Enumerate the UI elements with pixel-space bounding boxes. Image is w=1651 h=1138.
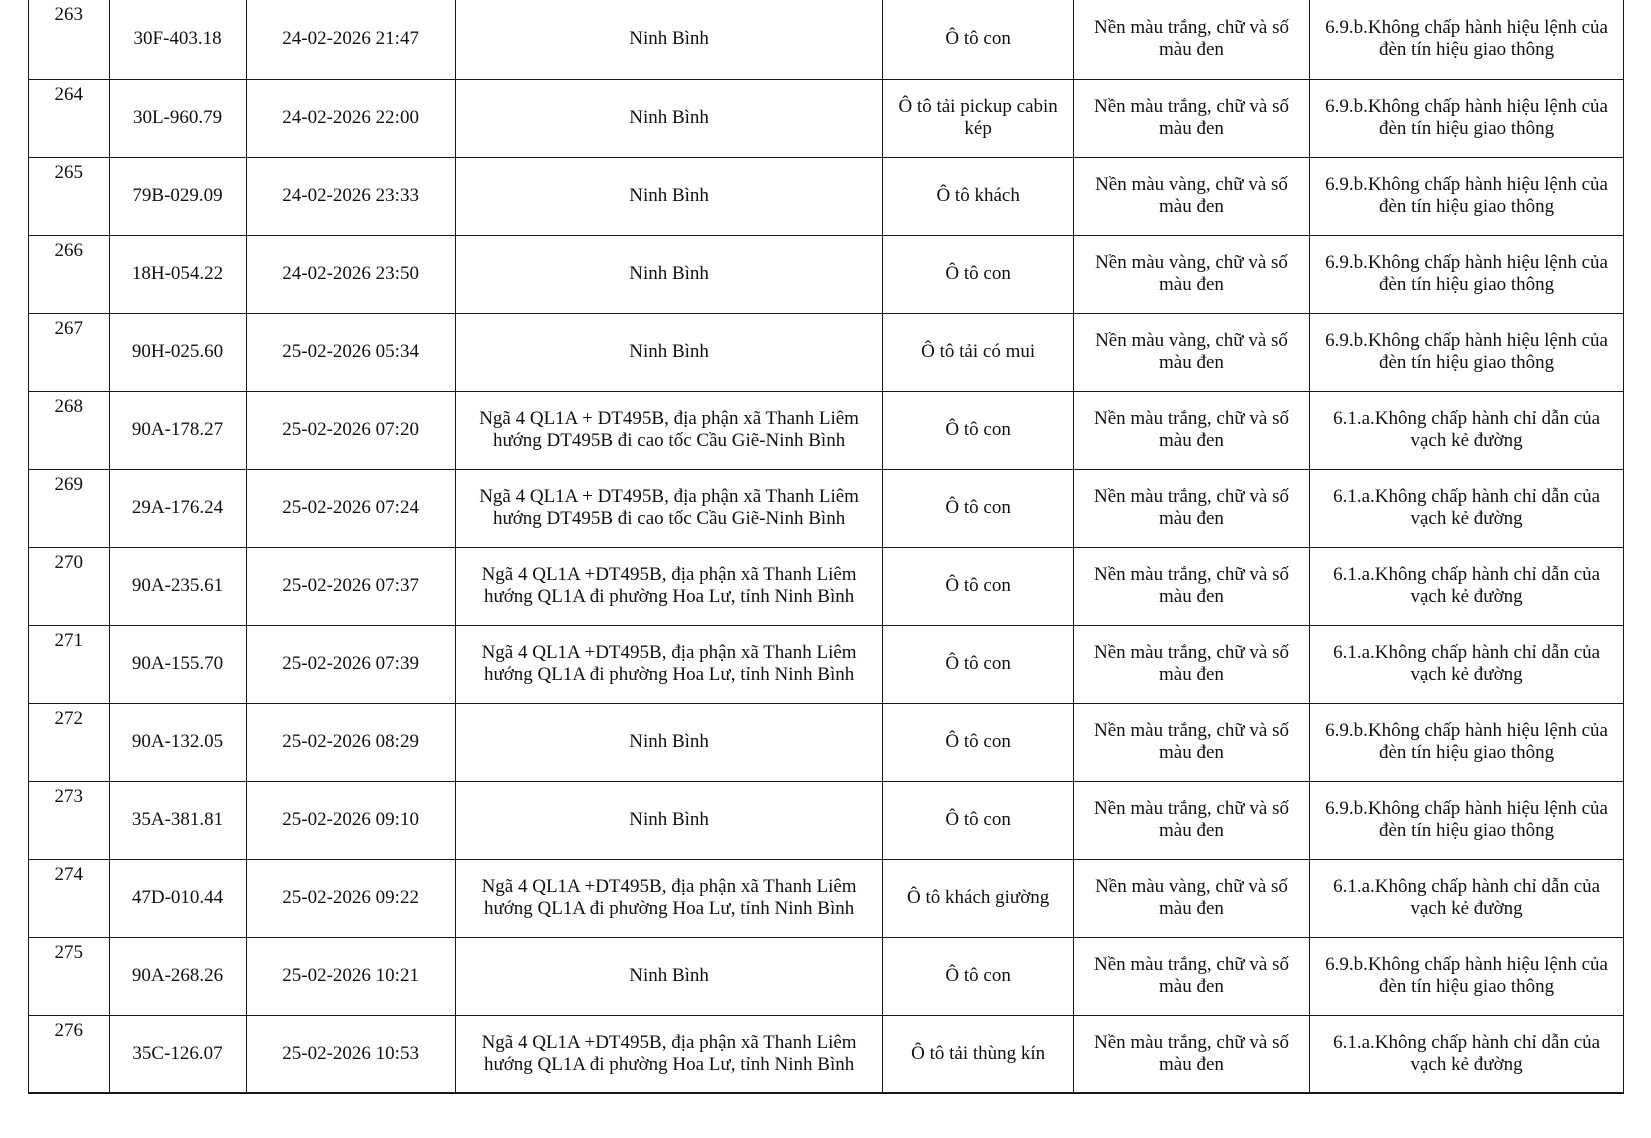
license-plate-cell — [109, 157, 246, 235]
violation-time-cell — [246, 235, 455, 313]
violation-time-cell — [246, 703, 455, 781]
violation-time-cell — [246, 0, 455, 79]
plate-color-cell — [1073, 859, 1309, 937]
license-plate-cell — [109, 469, 246, 547]
plate-color: Nền màu trắng, chữ và số màu đen — [1094, 564, 1289, 607]
row-number: 267 — [54, 317, 84, 339]
license-plate-cell — [109, 313, 246, 391]
plate-color-cell — [1073, 781, 1309, 859]
violation-time: 25-02-2026 09:10 — [282, 809, 419, 830]
table-row — [29, 79, 1624, 157]
plate-color: Nền màu trắng, chữ và số màu đen — [1094, 96, 1289, 139]
row-number-cell — [29, 235, 110, 313]
license-plate: 30F-403.18 — [133, 28, 222, 50]
violation-description-cell — [1310, 547, 1624, 625]
row-number: 269 — [54, 473, 84, 495]
violation-location-cell — [455, 703, 883, 781]
row-number: 270 — [54, 551, 84, 573]
violation-time: 25-02-2026 08:29 — [282, 731, 419, 752]
violation-location: Ngã 4 QL1A +DT495B, địa phận xã Thanh Liêm hướng QL1A đi phường Hoa Lư, tỉnh Ninh Bình — [481, 876, 857, 919]
table-row — [29, 235, 1624, 313]
violation-location: Ngã 4 QL1A +DT495B, địa phận xã Thanh Liêm hướng QL1A đi phường Hoa Lư, tỉnh Ninh Bình — [481, 564, 857, 607]
vehicle-type: Ô tô con — [945, 419, 1011, 440]
license-plate: 90A-155.70 — [131, 653, 224, 674]
violation-location-cell — [455, 313, 883, 391]
violation-location: Ninh Bình — [629, 731, 709, 752]
plate-color: Nền màu vàng, chữ và số màu đen — [1095, 174, 1288, 217]
vehicle-type: Ô tô con — [945, 731, 1011, 752]
vehicle-type: Ô tô con — [945, 965, 1011, 986]
violation-time: 25-02-2026 09:22 — [282, 887, 419, 908]
violation-description: 6.9.b.Không chấp hành hiệu lệnh của đèn tín hiệu giao thông — [1325, 174, 1608, 217]
table-row — [29, 625, 1624, 703]
violation-description-cell — [1310, 625, 1624, 703]
violation-time-cell — [246, 157, 455, 235]
vehicle-type: Ô tô con — [945, 575, 1011, 596]
violation-location: Ngã 4 QL1A + DT495B, địa phận xã Thanh Liêm hướng DT495B đi cao tốc Cầu Giẽ-Ninh Bình — [479, 408, 859, 451]
violation-time: 25-02-2026 07:24 — [282, 497, 419, 518]
license-plate-cell — [109, 1015, 246, 1093]
row-number-cell — [29, 859, 110, 937]
license-plate: 90A-235.61 — [131, 575, 224, 596]
table-body — [29, 0, 1624, 1093]
license-plate: 90H-025.60 — [131, 341, 224, 362]
violation-location-cell — [455, 157, 883, 235]
violation-time: 24-02-2026 23:50 — [282, 263, 419, 284]
violation-description-cell — [1310, 703, 1624, 781]
plate-color-cell — [1073, 469, 1309, 547]
row-number-cell — [29, 703, 110, 781]
table-row — [29, 937, 1624, 1015]
vehicle-type-cell — [883, 547, 1073, 625]
vehicle-type-cell — [883, 1015, 1073, 1093]
violation-location-cell — [455, 547, 883, 625]
row-number-cell — [29, 0, 110, 79]
violation-time-cell — [246, 79, 455, 157]
violation-location: Ninh Bình — [629, 185, 709, 206]
table-row — [29, 703, 1624, 781]
plate-color-cell — [1073, 1015, 1309, 1093]
vehicle-type-cell — [883, 937, 1073, 1015]
violation-location-cell — [455, 235, 883, 313]
table-row — [29, 157, 1624, 235]
violation-time: 24-02-2026 23:33 — [282, 185, 419, 206]
violation-location-cell — [455, 781, 883, 859]
violation-description: 6.1.a.Không chấp hành chỉ dẫn của vạch kẻ đường — [1333, 876, 1601, 919]
violation-time: 24-02-2026 22:00 — [282, 107, 419, 128]
plate-color-cell — [1073, 391, 1309, 469]
violation-location-cell — [455, 937, 883, 1015]
plate-color-cell — [1073, 937, 1309, 1015]
row-number-cell — [29, 391, 110, 469]
violation-location: Ninh Bình — [629, 263, 709, 284]
vehicle-type-cell — [883, 391, 1073, 469]
violation-time-cell — [246, 937, 455, 1015]
vehicle-type: Ô tô tải có mui — [921, 341, 1036, 362]
vehicle-type-cell — [883, 0, 1073, 79]
violation-location: Ninh Bình — [629, 809, 709, 830]
license-plate: 29A-176.24 — [131, 497, 224, 518]
vehicle-type-cell — [883, 625, 1073, 703]
vehicle-type-cell — [883, 781, 1073, 859]
row-number-cell — [29, 79, 110, 157]
license-plate-cell — [109, 391, 246, 469]
vehicle-type-cell — [883, 469, 1073, 547]
license-plate-cell — [109, 781, 246, 859]
table-row — [29, 859, 1624, 937]
row-number-cell — [29, 781, 110, 859]
row-number-cell — [29, 937, 110, 1015]
plate-color: Nền màu vàng, chữ và số màu đen — [1095, 330, 1288, 373]
violation-description-cell — [1310, 781, 1624, 859]
vehicle-type: Ô tô con — [945, 28, 1011, 50]
vehicle-type-cell — [883, 859, 1073, 937]
vehicle-type: Ô tô con — [945, 809, 1011, 830]
plate-color-cell — [1073, 235, 1309, 313]
plate-color: Nền màu trắng, chữ và số màu đen — [1094, 408, 1289, 451]
violation-description: 6.9.b.Không chấp hành hiệu lệnh của đèn tín hiệu giao thông — [1325, 96, 1608, 139]
violation-description: 6.9.b.Không chấp hành hiệu lệnh của đèn tín hiệu giao thông — [1325, 330, 1608, 373]
table-row — [29, 1015, 1624, 1093]
row-number: 272 — [54, 707, 84, 729]
violation-description: 6.1.a.Không chấp hành chỉ dẫn của vạch kẻ đường — [1333, 486, 1601, 529]
license-plate: 35A-381.81 — [131, 809, 224, 830]
violation-description: 6.1.a.Không chấp hành chỉ dẫn của vạch kẻ đường — [1333, 408, 1601, 451]
violation-location: Ngã 4 QL1A +DT495B, địa phận xã Thanh Liêm hướng QL1A đi phường Hoa Lư, tỉnh Ninh Bình — [481, 642, 857, 685]
plate-color-cell — [1073, 547, 1309, 625]
plate-color-cell — [1073, 313, 1309, 391]
table-row — [29, 0, 1624, 79]
vehicle-type-cell — [883, 313, 1073, 391]
vehicle-type-cell — [883, 79, 1073, 157]
violation-description: 6.9.b.Không chấp hành hiệu lệnh của đèn tín hiệu giao thông — [1325, 798, 1608, 841]
plate-color: Nền màu vàng, chữ và số màu đen — [1095, 876, 1288, 919]
violation-description-cell — [1310, 391, 1624, 469]
row-number-cell — [29, 157, 110, 235]
table-row — [29, 547, 1624, 625]
vehicle-type: Ô tô con — [945, 497, 1011, 518]
plate-color: Nền màu trắng, chữ và số màu đen — [1094, 798, 1289, 841]
vehicle-type: Ô tô tải thùng kín — [911, 1042, 1046, 1064]
violation-time-cell — [246, 859, 455, 937]
violation-time: 25-02-2026 10:21 — [282, 965, 419, 986]
violation-description-cell — [1310, 157, 1624, 235]
violation-description: 6.9.b.Không chấp hành hiệu lệnh của đèn tín hiệu giao thông — [1325, 17, 1608, 61]
row-number-cell — [29, 547, 110, 625]
row-number-cell — [29, 469, 110, 547]
license-plate-cell — [109, 625, 246, 703]
plate-color: Nền màu trắng, chữ và số màu đen — [1094, 1031, 1289, 1075]
plate-color: Nền màu trắng, chữ và số màu đen — [1094, 954, 1289, 997]
license-plate: 90A-268.26 — [131, 965, 224, 986]
violation-time: 25-02-2026 07:20 — [282, 419, 419, 440]
vehicle-type-cell — [883, 157, 1073, 235]
violation-location-cell — [455, 625, 883, 703]
row-number: 266 — [54, 239, 84, 261]
license-plate-cell — [109, 0, 246, 79]
violation-location-cell — [455, 0, 883, 79]
violation-time: 25-02-2026 07:37 — [282, 575, 419, 596]
violation-description: 6.9.b.Không chấp hành hiệu lệnh của đèn tín hiệu giao thông — [1325, 954, 1608, 997]
violation-time-cell — [246, 391, 455, 469]
violation-time-cell — [246, 781, 455, 859]
violation-time-cell — [246, 1015, 455, 1093]
table-row — [29, 469, 1624, 547]
vehicle-type: Ô tô con — [945, 653, 1011, 674]
violation-location: Ngã 4 QL1A + DT495B, địa phận xã Thanh Liêm hướng DT495B đi cao tốc Cầu Giẽ-Ninh Bình — [479, 486, 859, 529]
document-page — [28, 0, 1624, 1094]
plate-color-cell — [1073, 0, 1309, 79]
row-number: 271 — [54, 629, 84, 651]
vehicle-type: Ô tô khách — [936, 185, 1020, 206]
row-number: 265 — [54, 161, 84, 183]
license-plate-cell — [109, 859, 246, 937]
row-number: 268 — [54, 395, 84, 417]
violations-table — [28, 0, 1624, 1094]
violation-time: 25-02-2026 10:53 — [282, 1042, 419, 1064]
violation-description: 6.1.a.Không chấp hành chỉ dẫn của vạch kẻ đường — [1333, 1031, 1601, 1075]
violation-location-cell — [455, 1015, 883, 1093]
row-number: 263 — [54, 4, 84, 25]
row-number: 274 — [54, 863, 84, 885]
table-row — [29, 781, 1624, 859]
vehicle-type: Ô tô khách giường — [907, 887, 1050, 908]
license-plate: 79B-029.09 — [132, 185, 223, 206]
license-plate: 90A-178.27 — [131, 419, 224, 440]
violation-location: Ngã 4 QL1A +DT495B, địa phận xã Thanh Liêm hướng QL1A đi phường Hoa Lư, tỉnh Ninh Bình — [481, 1031, 857, 1075]
row-number: 276 — [54, 1019, 84, 1041]
plate-color: Nền màu trắng, chữ và số màu đen — [1094, 486, 1289, 529]
violation-description-cell — [1310, 0, 1624, 79]
license-plate: 47D-010.44 — [131, 887, 224, 908]
vehicle-type-cell — [883, 235, 1073, 313]
violation-time-cell — [246, 625, 455, 703]
license-plate-cell — [109, 79, 246, 157]
vehicle-type: Ô tô con — [945, 263, 1011, 284]
violation-description-cell — [1310, 937, 1624, 1015]
license-plate-cell — [109, 937, 246, 1015]
plate-color: Nền màu trắng, chữ và số màu đen — [1094, 720, 1289, 763]
violation-description: 6.9.b.Không chấp hành hiệu lệnh của đèn tín hiệu giao thông — [1325, 252, 1608, 295]
license-plate-cell — [109, 235, 246, 313]
violation-location: Ninh Bình — [629, 28, 709, 50]
plate-color: Nền màu vàng, chữ và số màu đen — [1095, 252, 1288, 295]
license-plate: 30L-960.79 — [132, 107, 223, 128]
violation-location-cell — [455, 391, 883, 469]
row-number-cell — [29, 313, 110, 391]
violation-time-cell — [246, 547, 455, 625]
violation-description-cell — [1310, 469, 1624, 547]
row-number-cell — [29, 1015, 110, 1093]
license-plate: 18H-054.22 — [131, 263, 224, 284]
row-number: 275 — [54, 941, 84, 963]
table-row — [29, 313, 1624, 391]
violation-location-cell — [455, 859, 883, 937]
vehicle-type: Ô tô tải pickup cabin kép — [898, 96, 1058, 139]
row-number: 264 — [54, 83, 84, 105]
violation-location-cell — [455, 469, 883, 547]
license-plate: 90A-132.05 — [131, 731, 224, 752]
violation-time-cell — [246, 313, 455, 391]
violation-time: 25-02-2026 05:34 — [282, 341, 419, 362]
plate-color-cell — [1073, 79, 1309, 157]
violation-time: 24-02-2026 21:47 — [282, 28, 419, 50]
violation-description-cell — [1310, 1015, 1624, 1093]
license-plate-cell — [109, 547, 246, 625]
row-number: 273 — [54, 785, 84, 807]
license-plate-cell — [109, 703, 246, 781]
violation-location: Ninh Bình — [629, 965, 709, 986]
violation-description: 6.1.a.Không chấp hành chỉ dẫn của vạch kẻ đường — [1333, 564, 1601, 607]
plate-color-cell — [1073, 703, 1309, 781]
plate-color: Nền màu trắng, chữ và số màu đen — [1094, 17, 1289, 61]
violation-description-cell — [1310, 79, 1624, 157]
violation-location-cell — [455, 79, 883, 157]
violation-description-cell — [1310, 235, 1624, 313]
violation-description: 6.1.a.Không chấp hành chỉ dẫn của vạch kẻ đường — [1333, 642, 1601, 685]
violation-location: Ninh Bình — [629, 107, 709, 128]
table-row — [29, 391, 1624, 469]
violation-time: 25-02-2026 07:39 — [282, 653, 419, 674]
plate-color: Nền màu trắng, chữ và số màu đen — [1094, 642, 1289, 685]
plate-color-cell — [1073, 157, 1309, 235]
vehicle-type-cell — [883, 703, 1073, 781]
plate-color-cell — [1073, 625, 1309, 703]
row-number-cell — [29, 625, 110, 703]
violation-description-cell — [1310, 859, 1624, 937]
violation-description-cell — [1310, 313, 1624, 391]
violation-location: Ninh Bình — [629, 341, 709, 362]
license-plate: 35C-126.07 — [132, 1042, 223, 1064]
violation-description: 6.9.b.Không chấp hành hiệu lệnh của đèn tín hiệu giao thông — [1325, 720, 1608, 763]
violation-time-cell — [246, 469, 455, 547]
